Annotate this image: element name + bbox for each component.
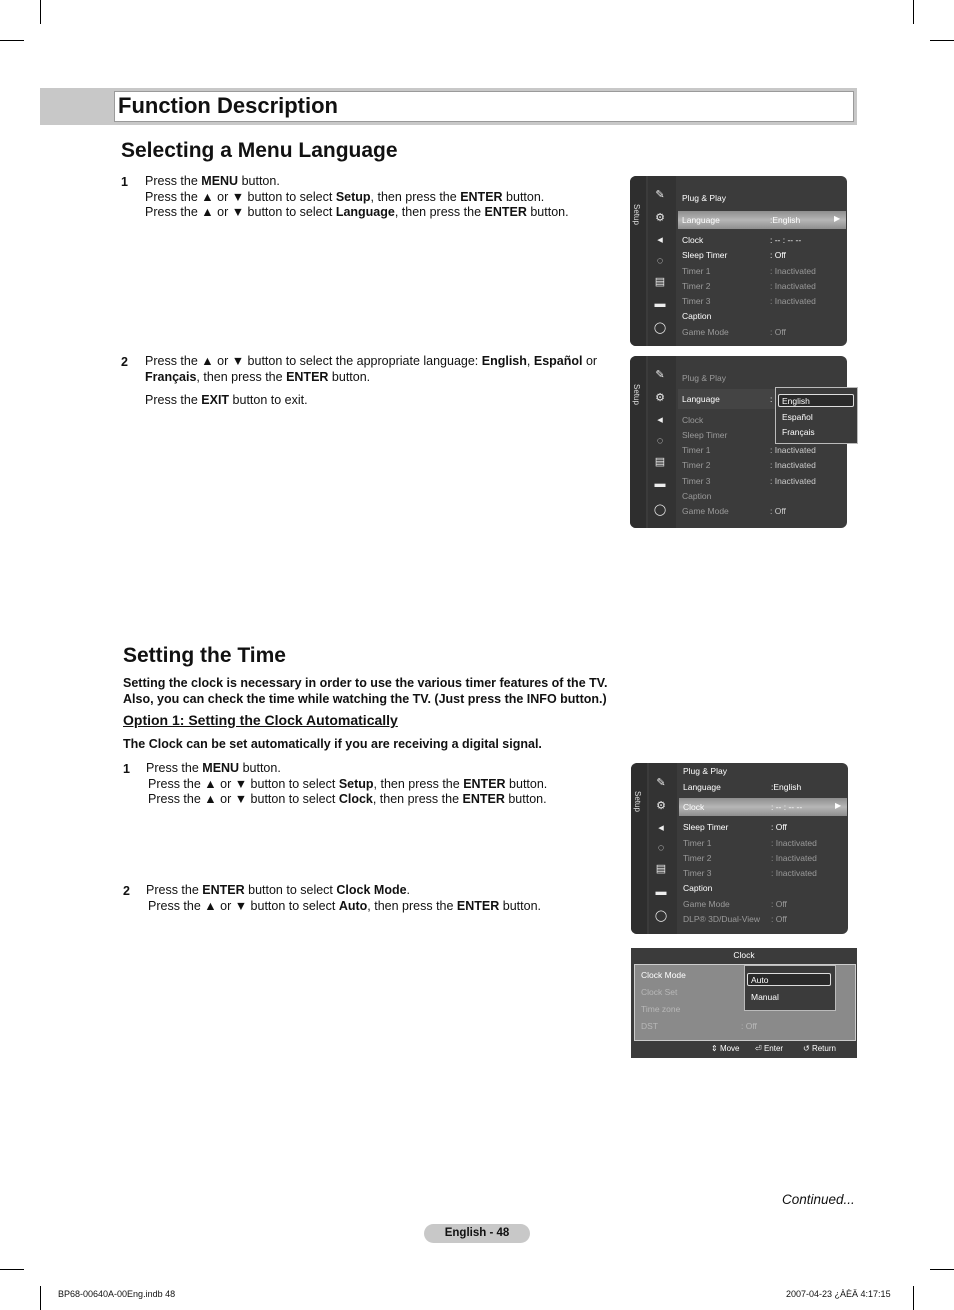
osd-item[interactable]: Clock bbox=[682, 415, 704, 425]
osd-item[interactable]: Clock bbox=[683, 802, 705, 812]
osd-side-label: Setup bbox=[632, 384, 641, 405]
clock-item[interactable]: Clock Set bbox=[641, 987, 678, 997]
osd-item[interactable]: Game Mode bbox=[683, 899, 730, 909]
clock-item[interactable]: Time zone bbox=[641, 1004, 681, 1014]
dst-value: : Off bbox=[741, 1021, 757, 1031]
osd-item[interactable]: Timer 1 bbox=[683, 838, 712, 848]
crop-mark bbox=[930, 1269, 954, 1270]
osd-item[interactable]: Language bbox=[683, 782, 721, 792]
osd-item[interactable]: Language bbox=[682, 215, 720, 225]
enter-hint: ⏎ Enter bbox=[755, 1044, 784, 1053]
channel-icon: ◌ bbox=[656, 255, 664, 267]
osd-item[interactable]: Timer 2 bbox=[682, 281, 711, 291]
language-dropdown bbox=[775, 387, 858, 444]
picture-icon: ✎ bbox=[656, 777, 666, 789]
osd-setup-menu-3: Setup ✎ ⚙ ◂ ◌ ▤ ▬ ◯ ▶ Plug & Play Language :English Clock : -- : -- -- Sleep Timer : Off Timer 1 : Inactivated Timer 2 : Inactivated Timer 3 : Inactivated Caption Game Mode : Off DLP® 3D/Dual-View : Off bbox=[631, 763, 848, 934]
input-icon: ▤ bbox=[655, 863, 667, 875]
sound-icon: ◂ bbox=[657, 414, 663, 426]
crop-mark bbox=[0, 1269, 24, 1270]
osd-item[interactable]: Timer 3 bbox=[683, 868, 712, 878]
language-option[interactable]: English bbox=[778, 394, 854, 407]
option-heading: Option 1: Setting the Clock Automatically bbox=[123, 712, 398, 728]
move-hint: ⇕ Move bbox=[711, 1044, 740, 1053]
input-icon: ▤ bbox=[654, 456, 666, 468]
osd-item[interactable]: Timer 2 bbox=[683, 853, 712, 863]
osd-item[interactable]: Timer 2 bbox=[682, 460, 711, 470]
crop-mark bbox=[913, 0, 914, 24]
osd-item[interactable]: Plug & Play bbox=[682, 193, 726, 203]
continued-note: Continued... bbox=[782, 1192, 855, 1207]
osd-item[interactable]: Timer 1 bbox=[682, 445, 711, 455]
slug-left: BP68-00640A-00Eng.indb 48 bbox=[58, 1289, 176, 1299]
right-arrow-icon: ▶ bbox=[835, 801, 842, 810]
support-icon: ◯ bbox=[653, 322, 667, 334]
language-option[interactable]: Français bbox=[782, 427, 815, 437]
clock-mode-option[interactable]: Manual bbox=[751, 992, 779, 1002]
support-icon: ◯ bbox=[654, 910, 668, 922]
osd-item[interactable]: Timer 1 bbox=[682, 266, 711, 276]
clock-step1-text: Press the MENU button. Press the ▲ or ▼ button to select Setup, then press the ENTER button. Press the ▲ or ▼ button to select Clock, then press the ENTER button. bbox=[146, 761, 548, 806]
crop-mark bbox=[0, 40, 24, 41]
return-hint: ↺ Return bbox=[803, 1044, 836, 1053]
updown-icon: ⇕ bbox=[711, 1044, 718, 1053]
osd-item[interactable]: Language bbox=[682, 394, 720, 404]
slug-right: 2007-04-23 ¿ÀÈÄ 4:17:15 bbox=[786, 1289, 891, 1299]
clock-mode-option[interactable]: Auto bbox=[747, 973, 831, 986]
auto-note: The Clock can be set automatically if you are receiving a digital signal. bbox=[123, 737, 542, 751]
right-arrow-icon: ▶ bbox=[834, 214, 841, 223]
enter-icon: ⏎ bbox=[755, 1044, 762, 1053]
step-number: 1 bbox=[121, 175, 128, 189]
osd-item[interactable]: Caption bbox=[682, 311, 712, 321]
osd-item[interactable]: Clock bbox=[682, 235, 704, 245]
step-number: 2 bbox=[123, 884, 130, 898]
section-title-setting-time: Setting the Time bbox=[123, 644, 286, 667]
osd-item[interactable]: Game Mode bbox=[682, 506, 729, 516]
crop-mark bbox=[913, 1286, 914, 1310]
osd-side-label: Setup bbox=[633, 791, 642, 812]
clock-dialog-title: Clock bbox=[733, 950, 755, 960]
language-option[interactable]: Español bbox=[782, 412, 813, 422]
page-title: Function Description bbox=[118, 93, 338, 118]
osd-item[interactable]: Timer 3 bbox=[682, 476, 711, 486]
intro-text: Setting the clock is necessary in order to use the various timer features of the TV. Also, you can check the time while watching the TV. (Just press the INFO button.) bbox=[123, 676, 608, 706]
clock-step2-text: Press the ENTER button to select Clock Mode. Press the ▲ or ▼ button to select Auto, then press the ENTER button. bbox=[146, 883, 541, 913]
osd-item[interactable]: Timer 3 bbox=[682, 296, 711, 306]
channel-icon: ◌ bbox=[657, 842, 665, 854]
page-number: English - 48 bbox=[424, 1224, 530, 1243]
osd-setup-menu-2: Setup ✎ ⚙ ◂ ◌ ▤ ▬ ◯ Plug & Play Language : Clock Sleep Timer Timer 1 : Inactivated Timer 2 : Inactivated Timer 3 : Inactivated Caption Game Mode : Off bbox=[630, 356, 847, 528]
step2-text: Press the ▲ or ▼ button to select the appropriate language: English, Español or Français, then press the ENTER button. Press the EXIT button to exit. bbox=[145, 354, 598, 407]
setup-gear-icon: ⚙ bbox=[655, 392, 665, 404]
sound-icon: ◂ bbox=[658, 822, 664, 834]
display-icon: ▬ bbox=[654, 298, 666, 310]
clock-dialog bbox=[631, 948, 857, 1058]
crop-mark bbox=[40, 1286, 41, 1310]
osd-item[interactable]: Plug & Play bbox=[683, 766, 727, 776]
sound-icon: ◂ bbox=[657, 234, 663, 246]
picture-icon: ✎ bbox=[655, 189, 665, 201]
support-icon: ◯ bbox=[653, 504, 667, 516]
osd-item[interactable]: Sleep Timer bbox=[683, 822, 729, 832]
setup-gear-icon: ⚙ bbox=[655, 212, 665, 224]
osd-item[interactable]: Sleep Timer bbox=[682, 430, 728, 440]
osd-item[interactable]: Caption bbox=[682, 491, 712, 501]
clock-item[interactable]: Clock Mode bbox=[641, 970, 686, 980]
channel-icon: ◌ bbox=[656, 435, 664, 447]
section-title-menu-language: Selecting a Menu Language bbox=[121, 139, 398, 162]
setup-gear-icon: ⚙ bbox=[656, 800, 666, 812]
crop-mark bbox=[40, 0, 41, 24]
input-icon: ▤ bbox=[654, 276, 666, 288]
osd-side-label: Setup bbox=[632, 204, 641, 225]
osd-item[interactable]: Plug & Play bbox=[682, 373, 726, 383]
display-icon: ▬ bbox=[654, 478, 666, 490]
return-icon: ↺ bbox=[803, 1044, 810, 1053]
display-icon: ▬ bbox=[655, 886, 667, 898]
picture-icon: ✎ bbox=[655, 369, 665, 381]
clock-mode-dropdown bbox=[744, 965, 836, 1011]
osd-item[interactable]: Game Mode bbox=[682, 327, 729, 337]
step1-text: Press the MENU button. Press the ▲ or ▼ button to select Setup, then press the ENTER button. Press the ▲ or ▼ button to select Language, then press the ENTER button. bbox=[145, 174, 569, 219]
step-number: 1 bbox=[123, 762, 130, 776]
step-number: 2 bbox=[121, 355, 128, 369]
clock-item[interactable]: DST bbox=[641, 1021, 658, 1031]
osd-setup-menu-1: Setup ✎ ⚙ ◂ ◌ ▤ ▬ ◯ ▶ Plug & Play Language :English Clock : -- : -- -- Sleep Timer : Off Timer 1 : Inactivated Timer 2 : Inactivated Timer 3 : Inactivated Caption Game Mode : Off bbox=[630, 176, 847, 346]
crop-mark bbox=[930, 40, 954, 41]
osd-item[interactable]: DLP® 3D/Dual-View bbox=[683, 914, 760, 924]
osd-item[interactable]: Sleep Timer bbox=[682, 250, 728, 260]
osd-item[interactable]: Caption bbox=[683, 883, 713, 893]
